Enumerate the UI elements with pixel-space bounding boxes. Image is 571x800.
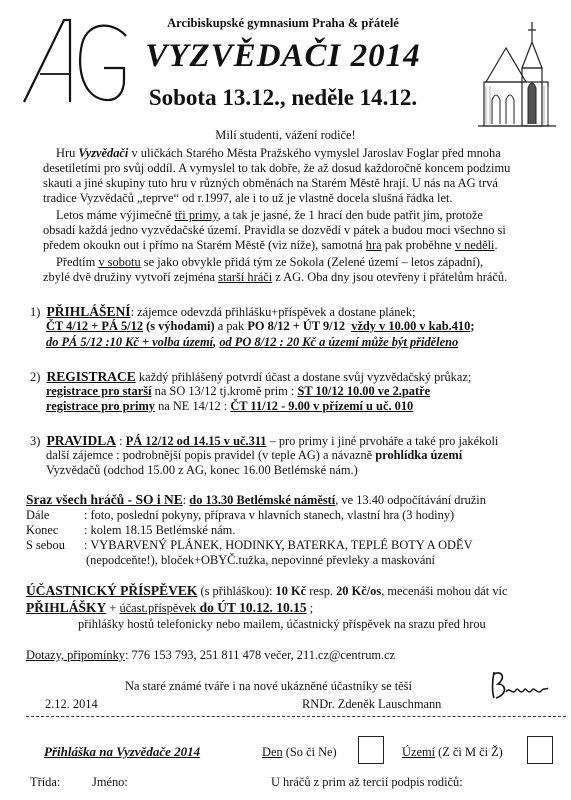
greeting: Milí studenti, vážení rodiče!	[215, 128, 356, 142]
meeting-row: Konec : kolem 18.15 Betlémské nám.	[26, 523, 236, 537]
day-input[interactable]	[358, 736, 384, 764]
intro-line: Předtím v sobotu se jako obvykle přidá tým ze Sokola (Zelené území – letos západní),	[56, 255, 484, 269]
class-label: Třída:	[30, 775, 61, 789]
area-input[interactable]	[527, 736, 553, 764]
section-line: 3) PRAVIDLA : PÁ 12/12 od 14.15 v uč.311 – pro primy i jiné prvoháře a také pro jakékoli	[30, 433, 499, 448]
meeting-headline: Sraz všech hráčů - SO i NE: do 13.30 Betlémské náměstí, ve 13.40 odpočítávání družin	[26, 492, 486, 507]
intro-line: zbylé dvě družiny vytvoří zejména starší hráči z AG. Oba dny jsou otevřeny i přátelům hráčů.	[43, 270, 508, 284]
meeting-row: S sebou : VYBARVENÝ PLÁNEK, HODINKY, BATERKA, TEPLÉ BOTY A ODĚV	[26, 538, 473, 552]
signature-image	[488, 668, 550, 702]
section-line: Vyzvědačů (odchod 15.00 z AG, konec 16.00 Betlémské nám.)	[46, 463, 358, 477]
section-line: ČT 4/12 + PÁ 5/12 (s výhodami) a pak PO 8/12 + ÚT 9/12 vždy v 10.00 v kab.410;	[46, 319, 475, 333]
parent-signature-label: U hráčů z prim až tercií podpis rodičů:	[271, 775, 463, 789]
intro-line: předem okoukn out i přímo na Starém Městě (viz níže), samotná hra pak proběhne v neděli.	[43, 238, 498, 252]
intro-line: skauti a jiné skupiny tuto hru v různých obměnách na Starém Městě hrají. U nás na AG trvá	[43, 176, 498, 190]
day-label: Den (So či Ne)	[262, 745, 337, 759]
intro-line: obsadí každá jedno vyzvědačské území. Pravidla se dozvědí v pátek a budou moci všechno si	[43, 223, 506, 237]
intro-line: desetiletími pro svůj oddíl. A vymyslel to tak dobře, že až dosud každoročně koncem podzimu	[43, 161, 511, 175]
section-line: 1) PŘIHLÁŠENÍ: zájemce odevzdá přihlášku+příspěvek a dostane plánek;	[30, 304, 416, 319]
form-title: Přihláška na Vyzvědače 2014	[44, 744, 201, 759]
section-line: registrace pro primy na NE 14/12 : ČT 11/12 - 9.00 v přízemí u uč. 010	[46, 399, 414, 413]
fee-line: ÚČASTNICKÝ PŘÍSPĚVEK (s přihláškou): 10 Kč resp. 20 Kč/os, mecenáši mohou dát víc	[26, 583, 508, 598]
fee-line: PŘIHLÁŠKY + účast.příspěvek do ÚT 10.12. 10.15 ;	[26, 600, 314, 615]
church-drawing	[476, 20, 558, 130]
closing-text: Na staré známé tváře i na nové ukázněné účastníky se těší	[125, 679, 412, 693]
area-label: Území (Z či M či Ž)	[402, 745, 503, 759]
section-line: 2) REGISTRACE každý přihlášený potvrdí účast a dostane svůj vyzvědačský průkaz;	[30, 369, 472, 384]
section-line: registrace pro starší na SO 13/12 tj.kromě prim : ST 10/12 10.00 ve 2.patře	[46, 384, 431, 398]
section-line: do PÁ 5/12 :10 Kč + volba území, od PO 8/12 : 20 Kč a území může být přiděleno	[46, 335, 459, 349]
event-dates: Sobota 13.12., neděle 14.12.	[148, 85, 418, 110]
meeting-row: (nepodceňte!), bloček+OBYČ.tužka, nepovinné převleky a maskování	[86, 553, 435, 567]
signer-name: RNDr. Zdeněk Lauschmann	[302, 697, 442, 711]
school-name: Arcibiskupské gymnasium Praha & přátelé	[167, 16, 399, 30]
page-title: VYZVĚDAČI 2014	[145, 38, 421, 74]
contact-line: Dotazy, připomínky: 776 153 793, 251 811 478 večer, 211.cz@centrum.cz	[26, 648, 396, 662]
intro-line: Hru Vyzvědači v uličkách Starého Města Pražského vymyslel Jaroslav Foglar před mnoha	[56, 146, 501, 160]
meeting-row: Dále : foto, poslední pokyny, příprava v hlavních stanech, vlastní hra (3 hodiny)	[26, 508, 455, 522]
fee-line: přihlášky hostů telefonicky nebo mailem, účastnický příspěvek na srazu před hrou	[78, 617, 486, 631]
intro-line: Letos máme výjimečně tři primy, a tak je jasné, že 1 hrací den bude patřit jim, protože	[56, 208, 483, 222]
ag-logo	[18, 14, 130, 108]
name-label: Jméno:	[92, 775, 128, 789]
closing-date: 2.12. 2014	[45, 697, 98, 711]
section-line: další zájemce : podrobnější popis pravidel (v teple AG) a návazně prohlídka území	[46, 448, 463, 462]
intro-line: tradice Vyzvědačů „teprve“ od r.1997, ale i to už je vlastně docela slušná řádka let.	[43, 191, 453, 205]
cut-line	[26, 716, 566, 717]
